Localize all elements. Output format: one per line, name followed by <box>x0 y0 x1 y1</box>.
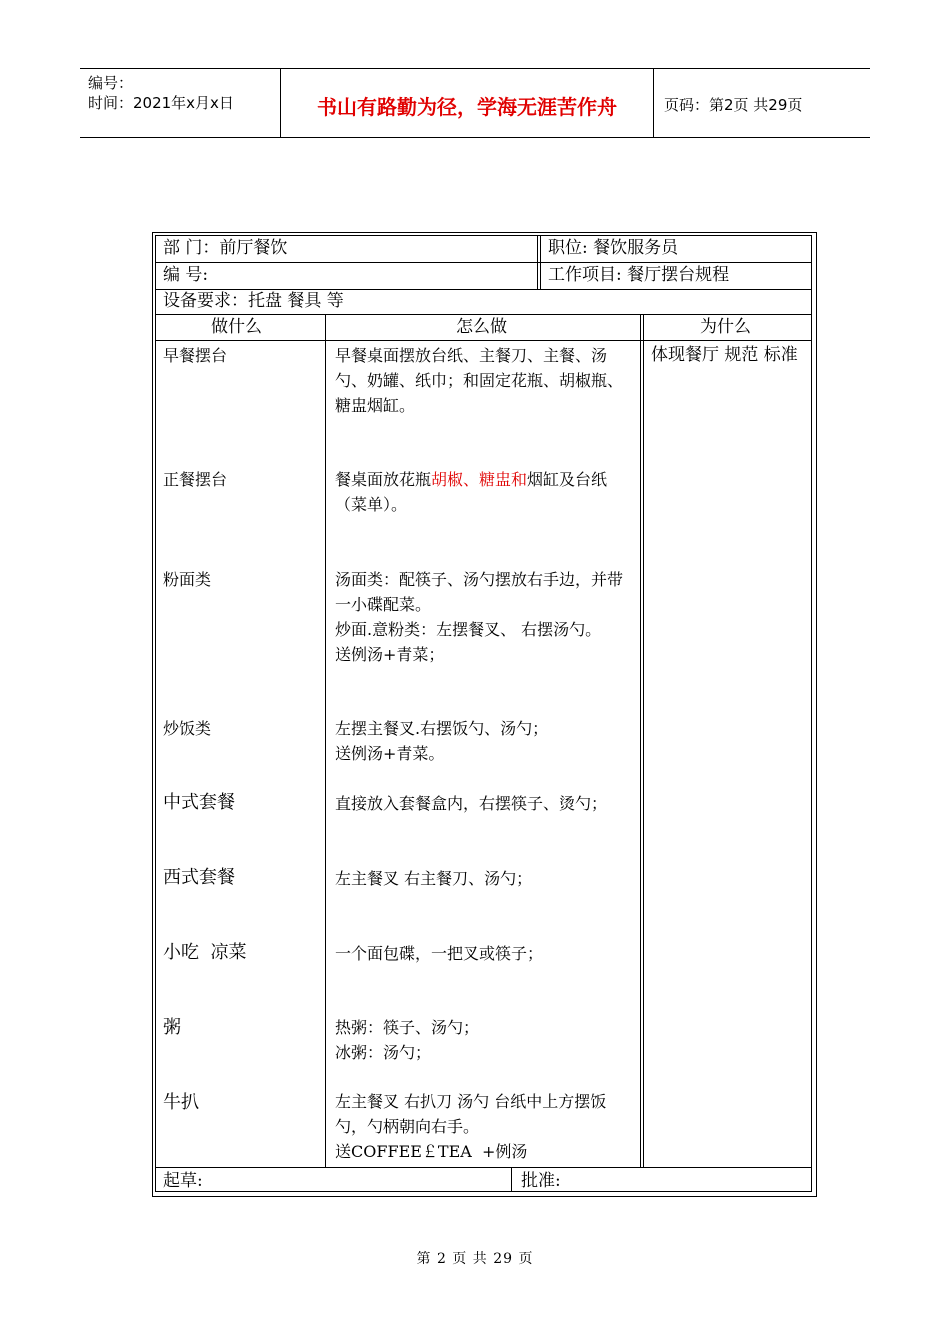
form-number: 编 号: <box>163 265 209 285</box>
what-congee: 粥 <box>163 1017 181 1038</box>
inner-border <box>811 235 812 1192</box>
inner-border <box>155 235 812 236</box>
what-western-set: 西式套餐 <box>163 867 235 888</box>
what-snacks: 小吃 凉菜 <box>163 942 247 963</box>
column-header-what: 做什么 <box>211 317 262 337</box>
how-fried-rice-1: 左摆主餐叉.右摆饭勺、汤勺； <box>335 719 549 738</box>
row-rule <box>155 340 812 341</box>
how-congee-2: 冰粥：汤勺； <box>335 1043 432 1062</box>
row-rule <box>155 314 812 315</box>
how-steak-1: 左主餐叉 右扒刀 汤勺 台纸中上方摆饭勺，勺柄朝向右手。 <box>335 1092 607 1136</box>
row-rule <box>155 1167 812 1168</box>
header-divider <box>653 69 654 137</box>
equipment: 设备要求：托盘 餐具 等 <box>163 291 344 311</box>
col-rule <box>540 235 541 289</box>
what-dinner: 正餐摆台 <box>163 470 228 489</box>
how-chinese-set: 直接放入套餐盒内，右摆筷子、烫勺； <box>335 794 608 813</box>
how-congee <box>335 1015 635 1065</box>
column-header-how: 怎么做 <box>456 317 507 337</box>
how-snacks: 一个面包碟，一把叉或筷子； <box>335 944 544 963</box>
page-footer: 第 2 页 共 29 页 <box>416 1251 534 1267</box>
how-dinner-red: 胡椒、糖盅和 <box>431 470 528 489</box>
approve-label: 批准: <box>521 1171 561 1191</box>
draft-label: 起草: <box>163 1171 203 1191</box>
why-cell: 体现餐厅 规范 标准 <box>651 345 798 365</box>
inner-border <box>155 1191 812 1192</box>
how-fried-rice <box>335 716 635 766</box>
what-breakfast: 早餐摆台 <box>163 346 228 365</box>
col-rule <box>325 314 326 1167</box>
number-label: 编号： <box>88 74 134 92</box>
position: 职位: 餐饮服务员 <box>548 238 679 258</box>
department: 部 门：前厅餐饮 <box>163 238 288 258</box>
how-dinner-post: 烟缸及台纸（菜单）。 <box>335 470 608 514</box>
how-dinner-pre: 餐桌面放花瓶 <box>335 470 432 489</box>
how-steak-2: 送COFFEE￡TEA +例汤 <box>335 1142 528 1161</box>
col-rule <box>640 314 641 1167</box>
how-noodles-2: 炒面.意粉类：左摆餐叉、 右摆汤勺。 <box>335 620 602 639</box>
col-rule <box>511 1167 512 1192</box>
how-congee-1: 热粥：筷子、汤勺； <box>335 1018 480 1037</box>
what-steak: 牛扒 <box>163 1092 199 1113</box>
procedure-form <box>152 232 817 1197</box>
how-fried-rice-2: 送例汤+青菜。 <box>335 744 445 763</box>
col-rule <box>643 314 644 1167</box>
page-info: 页码：第2页 共29页 <box>664 96 803 114</box>
motto: 书山有路勤为径，学海无涯苦作舟 <box>317 95 617 119</box>
how-breakfast: 早餐桌面摆放台纸、主餐刀、主餐、汤勺、奶罐、纸巾；和固定花瓶、胡椒瓶、糖盅烟缸。 <box>335 346 624 415</box>
how-steak <box>335 1089 635 1164</box>
column-header-why: 为什么 <box>700 317 751 337</box>
what-noodles: 粉面类 <box>163 570 212 589</box>
how-dinner <box>335 467 635 517</box>
time-label: 时间：2021年x月x日 <box>88 94 234 112</box>
row-rule <box>155 262 812 263</box>
what-chinese-set: 中式套餐 <box>163 792 235 813</box>
how-noodles-1: 汤面类：配筷子、汤勺摆放右手边，并带一小碟配菜。 <box>335 570 624 614</box>
how-noodles <box>335 567 635 667</box>
how-western-set: 左主餐叉 右主餐刀、汤勺； <box>335 869 533 888</box>
how-noodles-3: 送例汤+青菜； <box>335 645 445 664</box>
header-left <box>88 73 234 113</box>
what-fried-rice: 炒饭类 <box>163 719 212 738</box>
work-item: 工作项目: 餐厅摆台规程 <box>548 265 730 285</box>
inner-border <box>155 235 156 1192</box>
col-rule <box>537 235 538 289</box>
page-header <box>80 68 870 138</box>
